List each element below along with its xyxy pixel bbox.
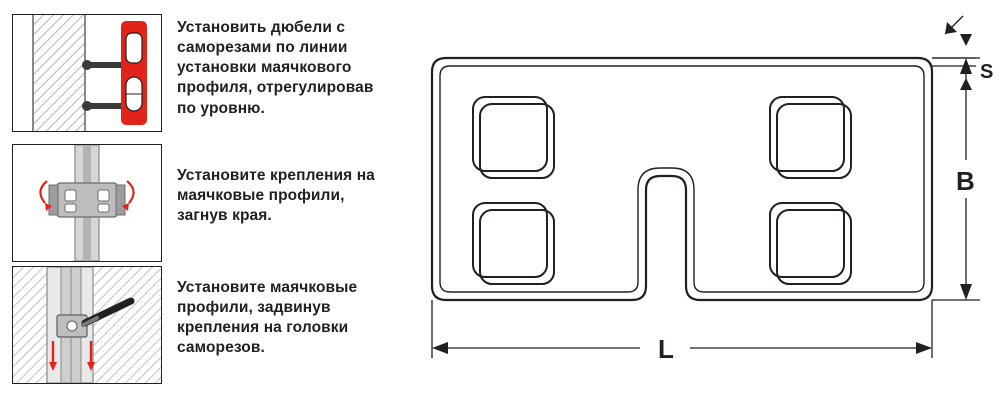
clip-on-beacon-profile-figure <box>12 144 162 262</box>
dimension-length-label: L <box>658 334 674 364</box>
dimension-height-label: B <box>956 166 975 196</box>
arrow-left-icon <box>432 342 448 354</box>
cutout-bottom-right <box>770 203 851 284</box>
dimension-thickness <box>932 16 976 66</box>
mount-profile-on-screws-figure <box>12 266 162 384</box>
instruction-step-text: Установите крепления на маячковые профили, загнув края. <box>177 167 375 225</box>
wall-with-dowels-and-level-figure <box>12 14 162 132</box>
instruction-step <box>12 266 392 384</box>
instruction-step-text: Установить дюбели с саморезами по линии установки маячкового профиля, отрегулировав по уровню. <box>177 19 374 117</box>
thickness-arrow-down-icon <box>960 78 972 90</box>
cutout-top-right <box>770 97 851 178</box>
clip-technical-drawing <box>400 0 1000 400</box>
arrow-down-icon <box>960 284 972 300</box>
arrow-right-icon <box>916 342 932 354</box>
instruction-step-text: Установите маячковые профили, задвинув крепления на головки саморезов. <box>177 279 358 357</box>
instruction-step <box>12 14 392 132</box>
instruction-step <box>12 144 392 262</box>
thickness-arrow-up-icon <box>960 34 972 46</box>
instruction-steps <box>0 0 400 400</box>
dimension-thickness-label: S <box>980 61 994 83</box>
cutout-top-left <box>473 97 554 178</box>
cutout-bottom-left <box>473 203 554 284</box>
